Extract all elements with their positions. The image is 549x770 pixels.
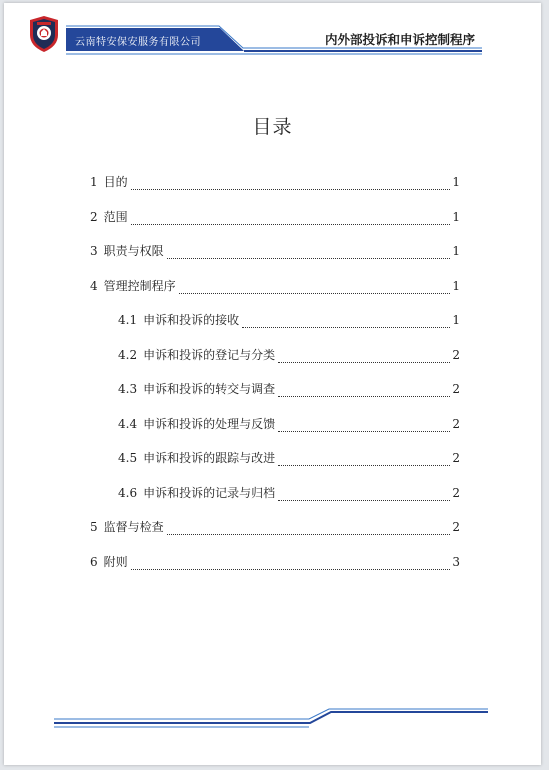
toc-entry-title: 附则 [103,554,128,569]
toc-entry-1[interactable] [90,173,460,193]
toc-entry-page: 2 [452,416,460,431]
toc-entry-page: 1 [452,175,460,189]
toc-entry-number: 3 [90,244,98,258]
toc-entry-page: 2 [452,347,460,362]
toc-entry-number: 4.1 [118,313,138,327]
toc-entry-number: 4.2 [118,347,138,362]
toc-heading: 目录 [252,116,293,138]
toc-entry-2[interactable] [90,208,460,228]
toc-entry-number: 4.4 [118,416,138,431]
toc-entry-title: 职责与权限 [103,244,164,258]
toc-entry-page: 2 [452,520,460,534]
security-badge-icon [28,15,60,53]
toc-entry-number: 4 [90,278,98,293]
page-header [4,3,541,73]
toc-entry-title: 申诉和投诉的跟踪与改进 [143,451,276,465]
toc-entry-4-6[interactable] [118,484,460,504]
toc-entry-title: 目的 [103,175,128,189]
toc-dot-leader [131,223,450,225]
footer-decoration [4,693,541,733]
toc-entry-page: 2 [452,382,460,396]
toc-entry-title: 申诉和投诉的转交与调查 [143,382,276,396]
toc-entry-page: 2 [452,451,460,465]
toc-dot-leader [131,568,450,570]
toc-entry-title: 申诉和投诉的记录与归档 [143,485,276,500]
toc-dot-leader [278,430,450,432]
toc-entry-number: 4.6 [118,485,138,500]
toc-dot-leader [167,257,450,259]
toc-entry-number: 1 [90,175,98,189]
toc-dot-leader [278,395,450,397]
toc-entry-title: 管理控制程序 [103,278,176,293]
toc-dot-leader [278,361,450,363]
toc-dot-leader [278,464,450,466]
toc-entry-4-2[interactable] [118,346,460,366]
toc-entry-number: 4.3 [118,382,138,396]
toc-entry-page: 2 [452,485,460,500]
toc-entry-4[interactable] [90,277,460,297]
toc-entry-number: 5 [90,520,98,534]
toc-entry-page: 1 [452,209,460,224]
company-name: 云南特安保安服务有限公司 [75,37,201,48]
toc-entry-title: 申诉和投诉的登记与分类 [143,347,276,362]
document-title: 内外部投诉和申诉控制程序 [324,32,475,47]
toc-entry-title: 监督与检查 [103,520,164,534]
toc-entry-title: 申诉和投诉的处理与反馈 [143,416,276,431]
toc-entry-number: 6 [90,554,98,569]
toc-entry-page: 1 [452,278,460,293]
toc-entry-6[interactable] [90,553,460,573]
toc-entry-number: 4.5 [118,451,138,465]
toc-dot-leader [242,326,450,328]
toc-entry-page: 3 [452,554,460,569]
toc-entry-4-1[interactable] [118,311,460,331]
toc-entry-title: 申诉和投诉的接收 [143,313,240,327]
toc-dot-leader [167,533,450,535]
toc-entry-4-3[interactable] [118,380,460,400]
toc-entry-page: 1 [452,313,460,327]
toc-entry-4-4[interactable] [118,415,460,435]
toc-entry-5[interactable] [90,518,460,538]
toc-entry-number: 2 [90,209,98,224]
toc-dot-leader [278,499,450,501]
toc-entry-title: 范围 [103,209,128,224]
toc-dot-leader [131,188,450,190]
toc-entry-4-5[interactable] [118,449,460,469]
toc-entry-3[interactable] [90,242,460,262]
toc-entry-page: 1 [452,244,460,258]
toc-dot-leader [179,292,450,294]
document-page [4,3,541,765]
